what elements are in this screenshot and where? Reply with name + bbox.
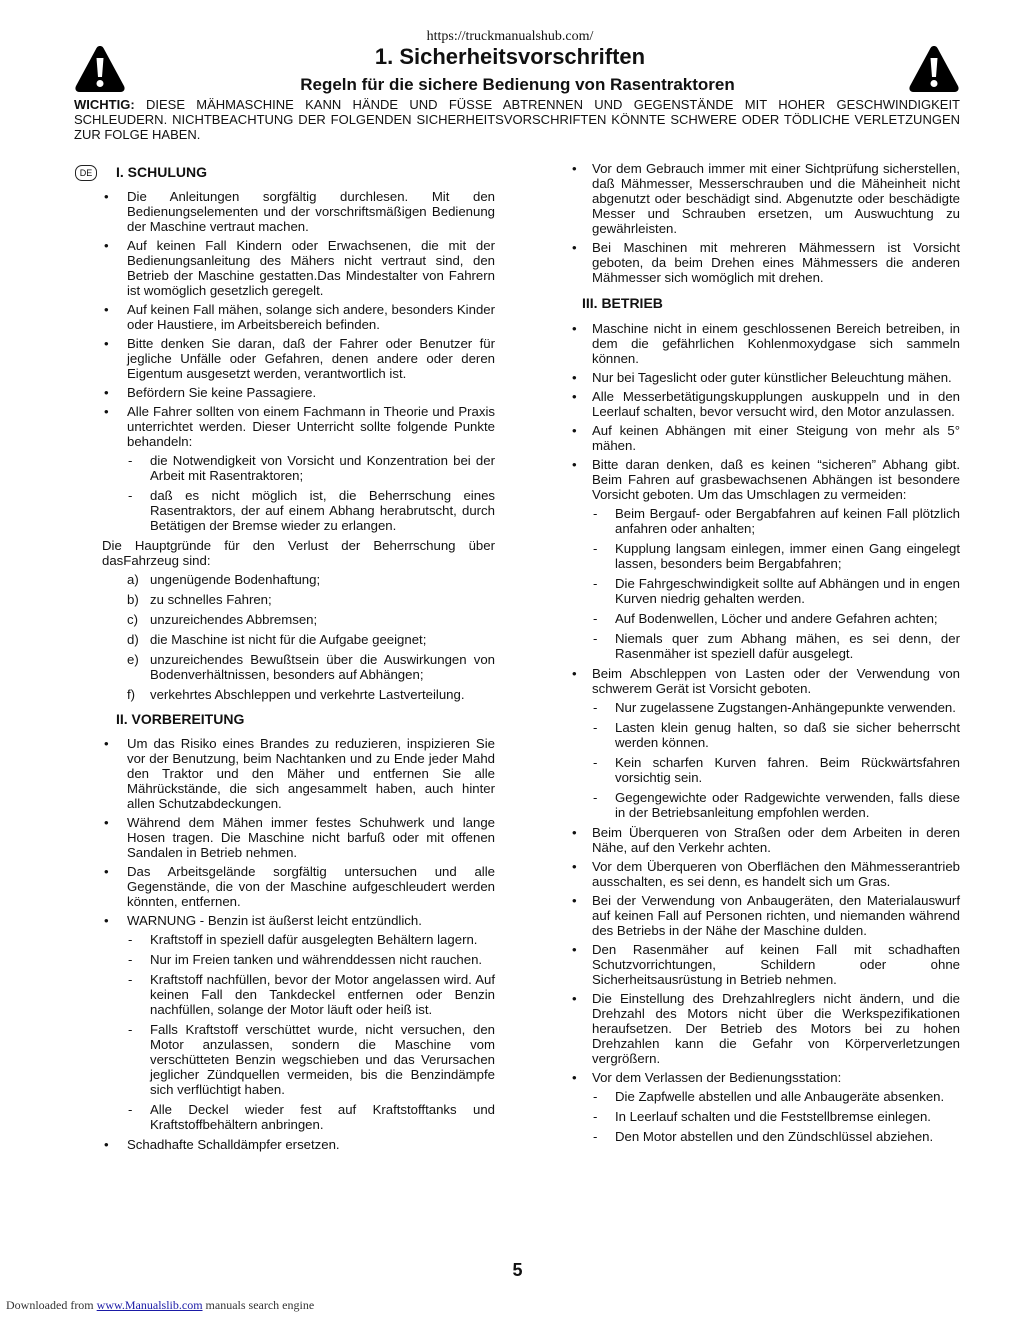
betrieb-sublist-slopes [570,506,960,661]
page-title: 1. Sicherheitsvorschriften [374,44,646,69]
lettered-text: zu schnelles Fahren; [150,592,272,607]
letter-label: f) [127,687,136,702]
list-item: • Alle Fahrer sollten von einem Fachmann in Theorie und Praxis unterrichtet werden. Dieser Unterricht sollte folgende Punkte behandeln: [102,404,495,449]
list-item: • Das Arbeitsgelände sorgfältig untersuchen und alle Gegenstände, die von der Maschine aufgeschleudert werden könnten, entfernen. [102,864,495,909]
list-item: • Die Einstellung des Drehzahlreglers nicht ändern, und die Drehzahl des Motors nicht über die Werkspezifikationen heraufsetzen. Der Betrieb des Motors bei zu hohen Drehzahlen kann die Gefahr von Körperverletzungen vergrößern. [570,991,960,1066]
letter-label: c) [127,612,138,627]
paragraph: Die Hauptgründe für den Verlust der Beherrschung über dasFahrzeug sind: [102,538,495,568]
vorbereitung-sublist [102,932,495,1132]
letter-label: e) [127,652,139,667]
sub-list-item: - Kupplung langsam einlegen, immer einen Gang eingelegt lassen, besonders beim Bergabfahren; [570,541,960,571]
vorbereitung-list-end [102,1137,495,1152]
list-item: • Bitte denken Sie daran, daß der Fahrer oder Benutzer für jegliche Unfälle oder Gefahren, denen andere oder deren Eigentum ausgesetzt werden, verantwortlich ist. [102,336,495,381]
sub-list-item: - Kraftstoff in speziell dafür ausgelegten Behältern lagern. [102,932,495,947]
sub-list-item: - daß es nicht möglich ist, die Beherrschung eines Rasentraktors, der auf einem Abhang herabrutscht, durch Betätigen der Bremse wieder zu erlangen. [102,488,495,533]
footer-suffix: manuals search engine [202,1298,315,1312]
sub-list-item: - Den Motor abstellen und den Zündschlüssel abziehen. [570,1129,960,1144]
list-item: • Alle Messerbetätigungskupplungen auskuppeln und in den Leerlauf schalten, bevor versucht wird, den Motor anzulassen. [570,389,960,419]
lettered-item [102,592,495,607]
list-item: • Beim Abschleppen von Lasten oder der Verwendung von schwerem Gerät ist Vorsicht geboten. [570,666,960,696]
letter-label: d) [127,632,139,647]
list-item: • Befördern Sie keine Passagiere. [102,385,495,400]
betrieb-sublist-towing [570,700,960,820]
lettered-text: die Maschine ist nicht für die Aufgabe geeignet; [150,632,427,647]
sub-list-item: - Beim Bergauf- oder Bergabfahren auf keinen Fall plötzlich anfahren oder anhalten; [570,506,960,536]
list-item: • Vor dem Verlassen der Bedienungsstation: [570,1070,960,1085]
sub-list-item: - Lasten klein genug halten, so daß sie sicher beherrscht werden können. [570,720,960,750]
list-item: • WARNUNG - Benzin ist äußerst leicht entzündlich. [102,913,495,928]
section-heading-schulung: I. SCHULUNG [116,164,207,180]
sub-list-item: - Kein scharfen Kurven fahren. Beim Rückwärtsfahren vorsichtig sein. [570,755,960,785]
lettered-item [102,687,495,702]
list-item: • Um das Risiko eines Brandes zu reduzieren, inspizieren Sie vor der Benutzung, beim Nachtanken und zu Ende jeder Mahd den Traktor und den Mäher und entfernen Sie alle Mährückstände, die sich angesammelt haben, auch hinter allen Schutzabdeckungen. [102,736,495,811]
list-item: • Bitte daran denken, daß es keinen “sicheren” Abhang gibt. Beim Fahren auf grasbewachsenen Abhängen ist besondere Vorsicht geboten. Um das Umschlagen zu vermeiden: [570,457,960,502]
right-column [570,161,960,1149]
betrieb-list-towing [570,666,960,696]
sub-list-item: - Kraftstoff nachfüllen, bevor der Motor angelassen wird. Auf keinen Fall den Tankdeckel entfernen oder Benzin nachfüllen, solange der Motor läuft oder heiß ist. [102,972,495,1017]
letter-label: a) [127,572,139,587]
language-badge: DE [75,165,97,181]
lettered-item [102,612,495,627]
list-item: • Bei Maschinen mit mehreren Mähmessern ist Vorsicht geboten, da beim Drehen eines Mähmessers die anderen Mähmesser sich womöglich mit drehen. [570,240,960,285]
list-item: • Beim Überqueren von Straßen oder dem Arbeiten in deren Nähe, auf den Verkehr achten. [570,825,960,855]
list-item: • Die Anleitungen sorgfältig durchlesen. Mit den Bedienungselementen und der vorschriftsmäßigen Bedienung der Maschine vertraut machen. [102,189,495,234]
sub-list-item: - Auf Bodenwellen, Löcher und andere Gefahren achten; [570,611,960,626]
sub-list-item: - Alle Deckel wieder fest auf Kraftstofftanks und Kraftstoffbehältern anbringen. [102,1102,495,1132]
footer-prefix: Downloaded from [6,1298,97,1312]
list-item: • Während dem Mähen immer festes Schuhwerk und lange Hosen tragen. Die Maschine nicht barfuß oder mit offenen Sandalen in Betrieb nehmen. [102,815,495,860]
list-item: • Auf keinen Fall mähen, solange sich andere, besonders Kinder oder Haustiere, im Arbeitsbereich befinden. [102,302,495,332]
sub-list-item: - die Notwendigkeit von Vorsicht und Konzentration bei der Arbeit mit Rasentraktoren; [102,453,495,483]
list-item: • Maschine nicht in einem geschlossenen Bereich betreiben, in dem die gefährlichen Kohlenmoxydgase sich sammeln können. [570,321,960,366]
list-item: • Auf keinen Abhängen mit einer Steigung von mehr als 5° mähen. [570,423,960,453]
sub-list-item: - Nur zugelassene Zugstangen-Anhängepunkte verwenden. [570,700,960,715]
important-text: DIESE MÄHMASCHINE KANN HÄNDE UND FÜSSE ABTRENNEN UND GEGENSTÄNDE MIT HOHER GESCHWINDIGKEIT SCHLEUDERN. NICHTBEACHTUNG DER FOLGENDEN SICHERHEITSVORSCHRIFTEN KÖNNTE SCHWERE ODER TÖDLICHE VERLETZUNGEN ZUR FOLGE HABEN. [74,97,960,142]
letter-label: b) [127,592,139,607]
manualslib-link[interactable]: www.Manualslib.com [96,1298,203,1312]
list-item: • Bei der Verwendung von Anbaugeräten, den Materialauswurf auf keinen Fall auf Personen richten, und niemanden während des Betriebs in der Nähe der Maschine dulden. [570,893,960,938]
list-item: • Schadhafte Schalldämpfer ersetzen. [102,1137,495,1152]
schulung-sublist [102,453,495,533]
vorbereitung-list-continued [570,161,960,285]
sub-list-item: - In Leerlauf schalten und die Feststellbremse einlegen. [570,1109,960,1124]
betrieb-list [570,321,960,502]
page-number: 5 [512,1260,523,1280]
sub-list-item: - Die Fahrgeschwindigkeit sollte auf Abhängen und in engen Kurven niedrig gehalten werden. [570,576,960,606]
sub-list-item: - Niemals quer zum Abhang mähen, es sei denn, der Rasenmäher ist speziell dafür ausgelegt. [570,631,960,661]
lettered-text: unzureichendes Bewußtsein über die Auswirkungen von Bodenverhältnissen, besonders auf Abhängen; [150,652,495,682]
important-label: WICHTIG: [74,97,135,112]
section-heading-betrieb: III. BETRIEB [582,295,663,311]
lettered-text: unzureichendes Abbremsen; [150,612,318,627]
sub-list-item: - Nur im Freien tanken und währenddessen nicht rauchen. [102,952,495,967]
important-notice [74,97,960,142]
vorbereitung-list [102,736,495,928]
footer [6,1298,314,1313]
list-item: • Nur bei Tageslicht oder guter künstlicher Beleuchtung mähen. [570,370,960,385]
list-item: • Vor dem Überqueren von Oberflächen den Mähmesserantrieb ausschalten, es sei denn, es handelt sich um Gras. [570,859,960,889]
betrieb-sublist-leaving [570,1089,960,1144]
sub-list-item: - Falls Kraftstoff verschüttet wurde, nicht versuchen, den Motor anzulassen, sondern die Maschine vom verschütteten Benzin wegschieben und das Verursachen jeglicher Zündquellen vermeiden, bis die Benzindämpfe sich verflüchtigt haben. [102,1022,495,1097]
left-column [102,160,495,1156]
list-item: • Vor dem Gebrauch immer mit einer Sichtprüfung sicherstellen, daß Mähmesser, Messerschrauben und die Mäheinheit nicht abgenutzt oder beschädigt sind. Abgenutzte oder beschädigte Messer und Schrauben ersetzen, um Auswuchtung zu gewährleisten. [570,161,960,236]
section-heading-vorbereitung: II. VORBEREITUNG [116,711,245,727]
sub-list-item: - Die Zapfwelle abstellen und alle Anbaugeräte absenken. [570,1089,960,1104]
page-subtitle: Regeln für die sichere Bedienung von Rasentraktoren [300,75,735,94]
lettered-text: verkehrtes Abschleppen und verkehrte Lastverteilung. [150,687,465,702]
lettered-list [102,572,495,702]
lettered-item [102,572,495,587]
list-item: • Auf keinen Fall Kindern oder Erwachsenen, die mit der Bedienungsanleitung des Mähers nicht vertraut sind, den Betrieb der Maschine gestatten.Das Mindestalter von Fahrern ist womöglich gesetzlich geregelt. [102,238,495,298]
betrieb-list-more [570,825,960,1085]
schulung-list [102,189,495,449]
lettered-item [102,652,495,682]
lettered-text: ungenügende Bodenhaftung; [150,572,321,587]
list-item: • Den Rasenmäher auf keinen Fall mit schadhaften Schutzvorrichtungen, Schildern oder ohne Sicherheitsausrüstung in Betrieb nehmen. [570,942,960,987]
sub-list-item: - Gegengewichte oder Radgewichte verwenden, falls diese in der Betriebsanleitung empfohlen werden. [570,790,960,820]
lettered-item [102,632,495,647]
source-url: https://truckmanualshub.com/ [426,29,594,44]
